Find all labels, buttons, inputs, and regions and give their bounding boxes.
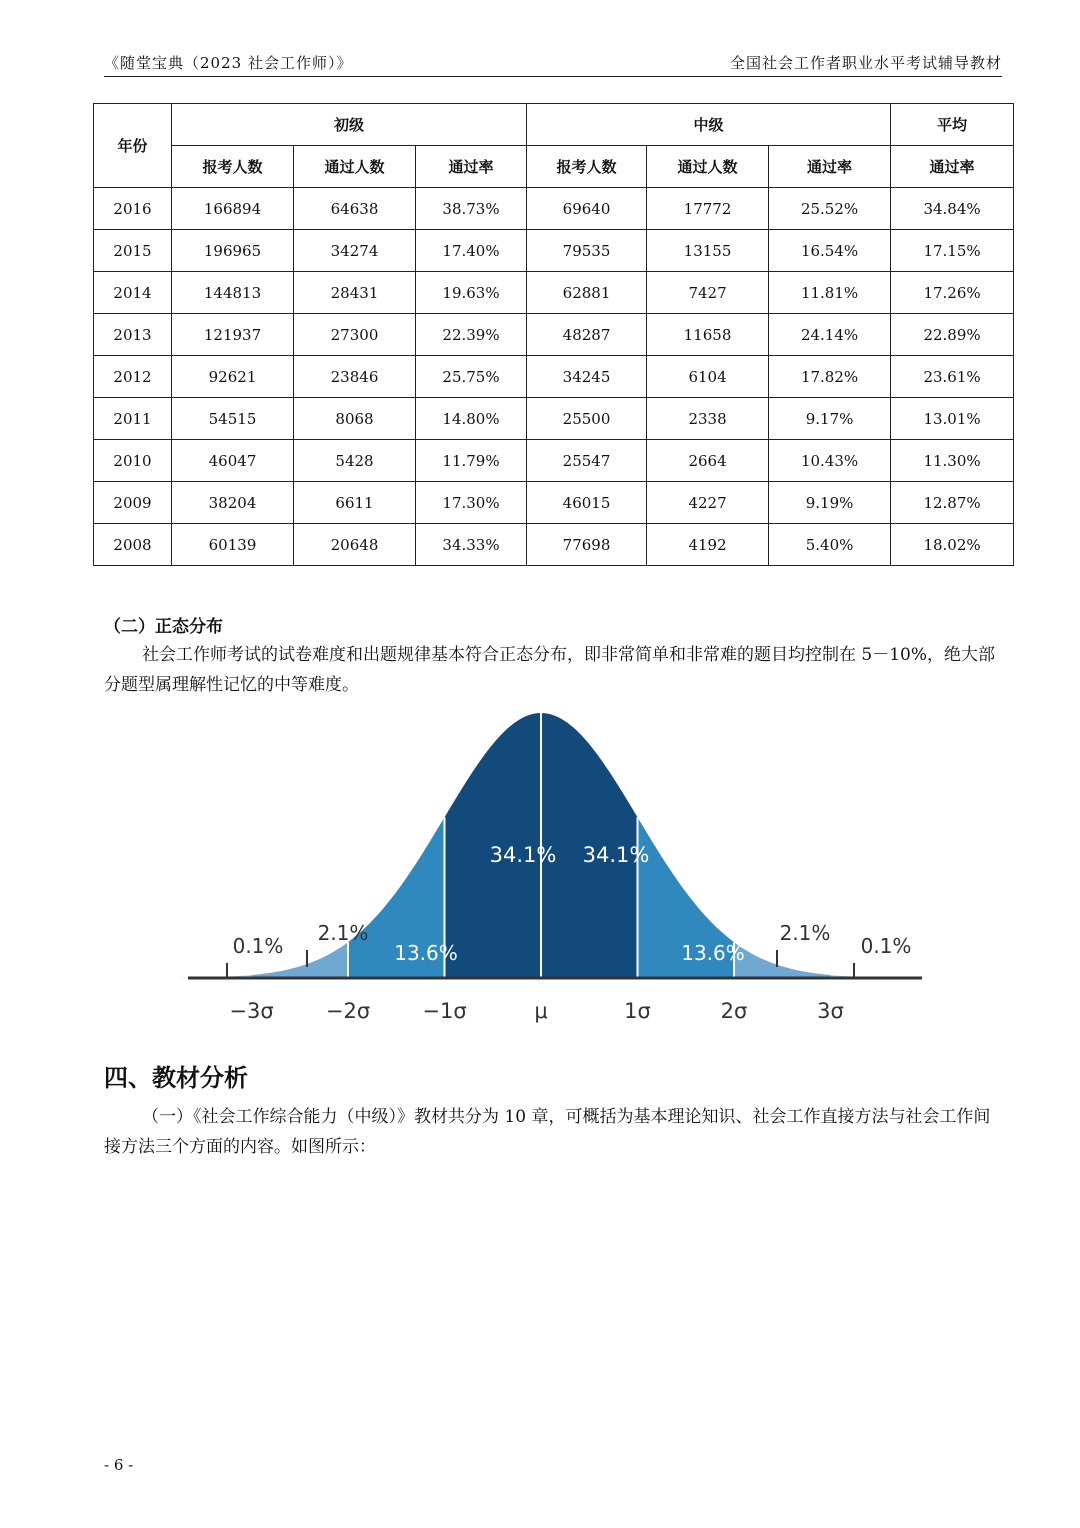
table-cell: 34.84%	[891, 188, 1014, 230]
table-row	[94, 524, 1014, 566]
table-cell: 144813	[172, 272, 294, 314]
section-title-textbook-analysis: 四、教材分析	[104, 1064, 248, 1092]
table-row	[94, 272, 1014, 314]
table-body	[94, 188, 1014, 566]
intermediate-header: 中级	[527, 104, 891, 146]
table-cell: 17.40%	[416, 230, 527, 272]
table-cell: 2338	[647, 398, 769, 440]
table-cell: 25500	[527, 398, 647, 440]
col-header: 通过率	[891, 146, 1014, 188]
table-cell: 34.33%	[416, 524, 527, 566]
region-percent-label: 34.1%	[582, 843, 650, 867]
table-row	[94, 482, 1014, 524]
table-cell: 34274	[294, 230, 416, 272]
table-cell: 60139	[172, 524, 294, 566]
pass-rate-table	[93, 103, 1014, 566]
header-series-title: 全国社会工作者职业水平考试辅导教材	[729, 54, 1002, 72]
year-cell: 2009	[94, 482, 172, 524]
x-tick-label: −2σ	[325, 999, 371, 1023]
table-cell: 62881	[527, 272, 647, 314]
col-header: 报考人数	[527, 146, 647, 188]
region-percent-label: 34.1%	[489, 843, 557, 867]
table-cell: 38.73%	[416, 188, 527, 230]
table-cell: 5428	[294, 440, 416, 482]
table-cell: 92621	[172, 356, 294, 398]
table-cell: 5.40%	[769, 524, 891, 566]
table-cell: 11.81%	[769, 272, 891, 314]
year-cell: 2016	[94, 188, 172, 230]
x-tick-label: 1σ	[624, 999, 651, 1023]
table-cell: 9.17%	[769, 398, 891, 440]
table-cell: 13155	[647, 230, 769, 272]
year-header: 年份	[94, 104, 172, 188]
table-row	[94, 356, 1014, 398]
table-cell: 17.82%	[769, 356, 891, 398]
col-header: 通过人数	[647, 146, 769, 188]
table-cell: 6104	[647, 356, 769, 398]
table-cell: 166894	[172, 188, 294, 230]
year-cell: 2011	[94, 398, 172, 440]
region-percent-label: 0.1%	[860, 934, 912, 958]
table-cell: 28431	[294, 272, 416, 314]
table-cell: 16.54%	[769, 230, 891, 272]
normal-distribution-chart	[180, 705, 930, 1035]
table-cell: 14.80%	[416, 398, 527, 440]
table-cell: 9.19%	[769, 482, 891, 524]
x-tick-label: 2σ	[720, 999, 748, 1023]
year-cell: 2010	[94, 440, 172, 482]
table-cell: 24.14%	[769, 314, 891, 356]
table-cell: 18.02%	[891, 524, 1014, 566]
col-header: 通过率	[769, 146, 891, 188]
table-cell: 22.89%	[891, 314, 1014, 356]
year-cell: 2013	[94, 314, 172, 356]
table-row	[94, 440, 1014, 482]
region-percent-label: 2.1%	[317, 921, 369, 945]
table-cell: 64638	[294, 188, 416, 230]
normal-distribution-paragraph: 社会工作师考试的试卷难度和出题规律基本符合正态分布，即非常简单和非常难的题目均控制在 5－10%，绝大部分题型属理解性记忆的中等难度。	[104, 645, 996, 695]
region-percent-label: 0.1%	[232, 934, 284, 958]
table-cell: 25.52%	[769, 188, 891, 230]
table-cell: 27300	[294, 314, 416, 356]
table-cell: 34245	[527, 356, 647, 398]
table-cell: 7427	[647, 272, 769, 314]
table-cell: 121937	[172, 314, 294, 356]
table-cell: 23846	[294, 356, 416, 398]
table-cell: 25547	[527, 440, 647, 482]
header-book-title: 《随堂宝典（2023 社会工作师）》	[104, 54, 353, 72]
region-percent-label: 13.6%	[681, 941, 745, 965]
table-cell: 17.30%	[416, 482, 527, 524]
table-cell: 4192	[647, 524, 769, 566]
table-cell: 54515	[172, 398, 294, 440]
table-cell: 22.39%	[416, 314, 527, 356]
region-percent-label: 13.6%	[394, 941, 458, 965]
table-cell: 46047	[172, 440, 294, 482]
table-cell: 11.30%	[891, 440, 1014, 482]
table-cell: 20648	[294, 524, 416, 566]
table-cell: 69640	[527, 188, 647, 230]
col-header: 报考人数	[172, 146, 294, 188]
year-cell: 2008	[94, 524, 172, 566]
table-cell: 46015	[527, 482, 647, 524]
table-cell: 17.26%	[891, 272, 1014, 314]
table-cell: 12.87%	[891, 482, 1014, 524]
page-header	[104, 50, 1002, 77]
table-row	[94, 230, 1014, 272]
table-cell: 77698	[527, 524, 647, 566]
table-row	[94, 314, 1014, 356]
table-cell: 10.43%	[769, 440, 891, 482]
x-tick-label: −1σ	[422, 999, 467, 1023]
table-cell: 48287	[527, 314, 647, 356]
table-cell: 11.79%	[416, 440, 527, 482]
average-header: 平均	[891, 104, 1014, 146]
table-cell: 13.01%	[891, 398, 1014, 440]
table-cell: 19.63%	[416, 272, 527, 314]
table-cell: 8068	[294, 398, 416, 440]
region-percent-label: 2.1%	[779, 921, 831, 945]
table-cell: 2664	[647, 440, 769, 482]
table-cell: 196965	[172, 230, 294, 272]
table-cell: 79535	[527, 230, 647, 272]
table-cell: 25.75%	[416, 356, 527, 398]
curve-region	[734, 942, 831, 978]
x-tick-label: μ	[534, 999, 548, 1023]
year-cell: 2014	[94, 272, 172, 314]
section-title-normal-distribution: （二）正态分布	[104, 617, 223, 637]
table-row	[94, 398, 1014, 440]
table-cell: 4227	[647, 482, 769, 524]
col-header: 通过人数	[294, 146, 416, 188]
junior-header: 初级	[172, 104, 527, 146]
textbook-analysis-paragraph: （一）《社会工作综合能力（中级）》教材共分为 10 章，可概括为基本理论知识、社会工作直接方法与社会工作间接方法三个方面的内容。如图所示：	[104, 1107, 991, 1157]
table-cell: 17772	[647, 188, 769, 230]
x-tick-label: 3σ	[817, 999, 844, 1023]
col-header: 通过率	[416, 146, 527, 188]
table-row	[94, 188, 1014, 230]
table-cell: 11658	[647, 314, 769, 356]
year-cell: 2012	[94, 356, 172, 398]
table-cell: 38204	[172, 482, 294, 524]
year-cell: 2015	[94, 230, 172, 272]
table-cell: 17.15%	[891, 230, 1014, 272]
table-cell: 23.61%	[891, 356, 1014, 398]
page-number: - 6 -	[104, 1456, 134, 1474]
x-tick-label: −3σ	[229, 999, 274, 1023]
table-cell: 6611	[294, 482, 416, 524]
